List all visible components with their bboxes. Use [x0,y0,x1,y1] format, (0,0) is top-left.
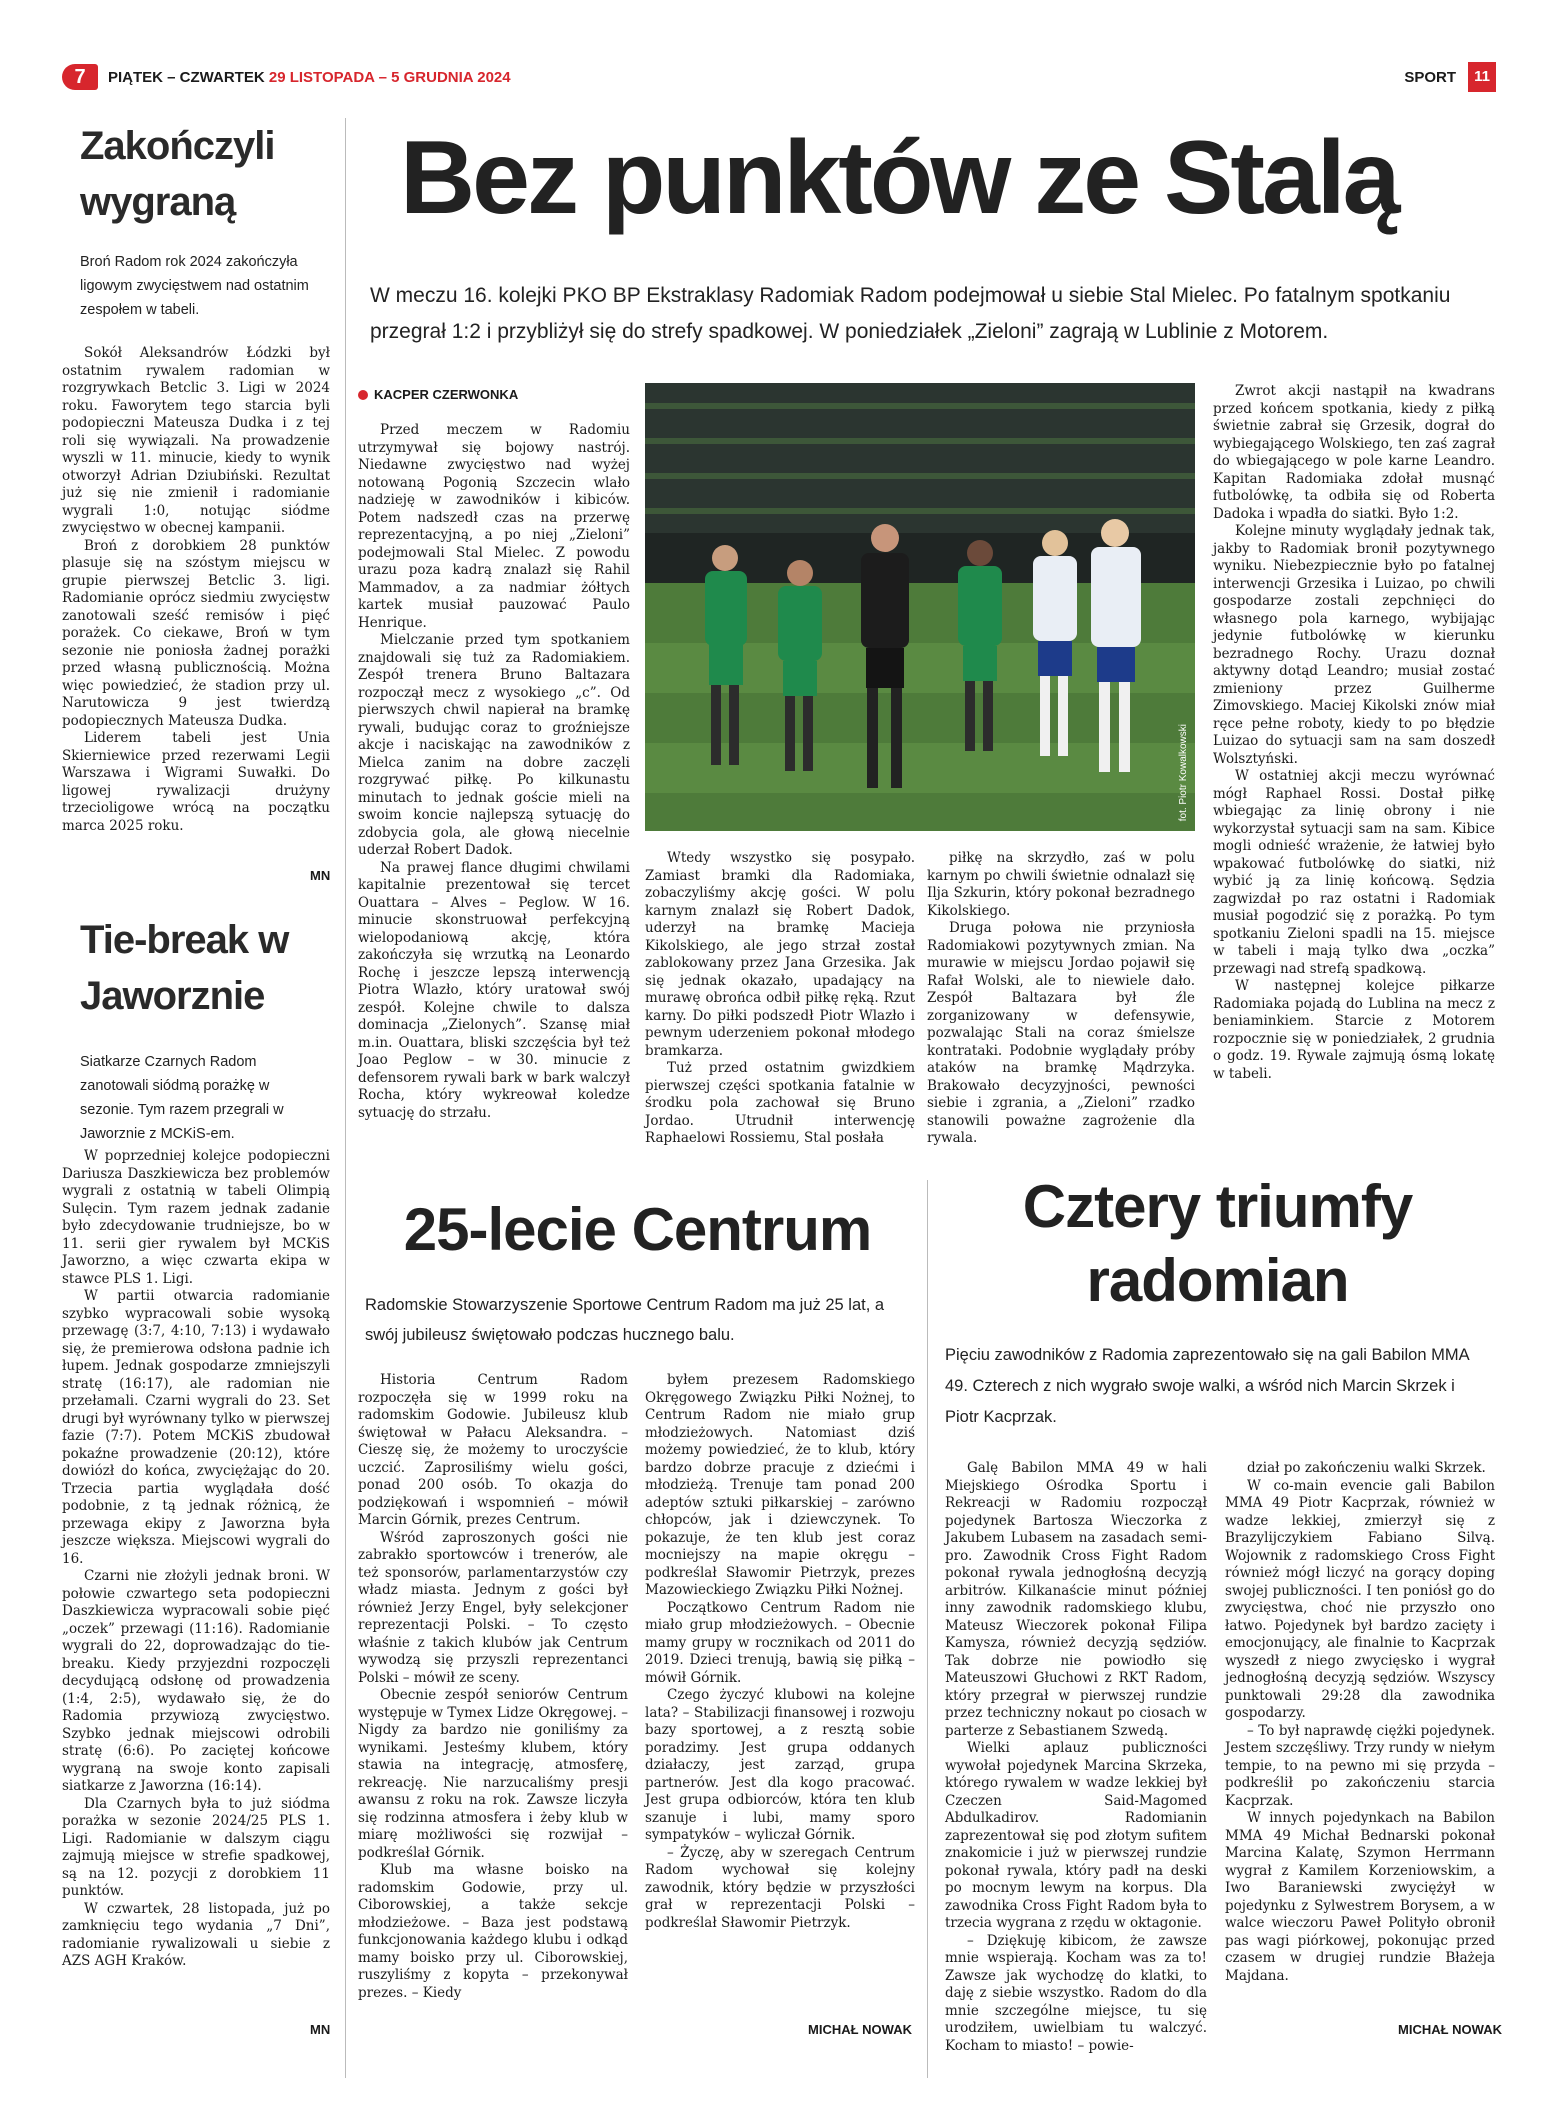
football-players-image [645,383,1195,831]
article-body [645,1372,915,1932]
paragraph: W co-main evencie gali Babilon MMA 49 Piotr Kacprzak, również w wadze lekkiej, zmierzył się z Brazylijczykiem Fabiano Silvą. Wojownik z radomskiego Cross Fight również mógł liczyć na gorący doping swojej publiczności. I ten poniósł go do zwycięstwa, choć nie przyszło ono łatwo. Pojedynek był bardzo zacięty i emocjonujący, ale finalnie to Kacprzak wyszedł z niego zwycięsko i wygrał jednogłośną decyzją sędziów. Wszyscy punktowali 29:28 dla zawodnika gospodarzy. [1225,1477,1495,1721]
paragraph: Historia Centrum Radom rozpoczęła się w 1999 roku na radomskim Godowie. Jubileusz klub świętował w Pałacu Aleksandra. – Cieszę się, że możemy to uroczyście uczcić. Zaprosiliśmy wielu gości, ponad 200 osób. To okazja do podziękowań i wspomnień – mówił Marcin Górnik, prezes Centrum. [358,1372,628,1528]
column-divider [927,1180,928,2078]
paragraph: Druga połowa nie przyniosła Radomiakowi pozytywnych zmian. Na murawie w miejscu Jordao pojawił się Rafał Wolski, ale to niewiele dało. Zespół Baltazara był źle zorganizowany w defensywie, pozwalając Stali na coraz śmielsze kontrataki. Podobnie wyglądały próby ataków na bramkę Mądrzyka. Brakowało decyzyjności, pewności siebie i zgrania, a „Zieloni” rzadko stanowili poważne zagrożenie dla rywala. [927,920,1195,1146]
paragraph: Wtedy wszystko się posypało. Zamiast bramki dla Radomiaka, zobaczyliśmy akcję gości. W polu karnym znalazł się Robert Dadok, uderzył na bramkę Macieja Kikolskiego, ale jego strzał został zablokowany przez Jana Grzesika. Jak się jednak okazało, upadający na murawę obrońca odbił piłkę ręką. Rzut karny. Do piłki podszedł Piotr Wlazło i pewnym uderzeniem pokonał młodego bramkarza. [645,850,915,1059]
paragraph: Broń z dorobkiem 28 punktów plasuje się na szóstym miejscu w grupie pierwszej Betclic 3. ligi. Radomianie oprócz siedmiu zwycięstw zanotowali sześć remisów i pięć porażek. Co ciekawe, Broń w tym sezonie nie poniosła żadnej porażki przed własną publicznością. Można więc powiedzieć, że stadion przy ul. Narutowicza 9 jest twierdzą podopiecznych Mateusza Dudka. [62,537,330,729]
page-header [62,62,1496,92]
article-lede: Siatkarze Czarnych Radom zanotowali siódmą porażkę w sezonie. Tym razem przegrali w Jaworznie z MCKiS-em. [80,1054,284,1142]
paragraph: Kolejne minuty wyglądały jednak tak, jakby to Radomiak bronił pozytywnego wyniku. Niebezpiecznie było po fatalnej interwencji Grzesika i Luizao, po chwili gospodarze zostali zepchnięci do własnego pola karnego, wybijając jedynie futbolówkę w kierunku bezradnego Rochy. Urazu doznał aktywny dotąd Leandro; musiał zostać zmieniony przez Guilherme Zimovskiego. Maciej Kikolski znów miał ręce pełne roboty, kiedy to po błędzie Luizao do sytuacji sam na sam doszedł Wolsztyński. [1213,523,1495,767]
paragraph: Sokół Aleksandrów Łódzki był ostatnim rywalem radomian w rozgrywkach Betclic 3. Ligi w 2024 roku. Faworytem tego starcia byli podopieczni Mateusza Dudka i z tej roli się wywiązali. Na prowadzenie wyszli w 11. minucie, kiedy to wynik otworzył Adrian Dziubiński. Rezultat już się nie zmienił i radomianie wygrali 1:0, notując siódme zwycięstwo w obecnej kampanii. [62,345,330,536]
article-body [1213,383,1495,1083]
brand-logo: 7 [62,64,98,90]
paragraph: W poprzedniej kolejce podopieczni Dariusza Daszkiewicza bez problemów wygrali z ostatnią w tabeli Olimpią Sulęcin. Tym razem jednak zadanie było zdecydowanie trudniejsze, bo w 11. serii gier rywalem był MCKiS Jaworzno, a więc czwarta ekipa w stawce PLS 1. Ligi. [62,1148,330,1287]
paragraph: W czwartek, 28 listopada, już po zamknięciu tego wydania „7 Dni”, radomianie rywalizowali u siebie z AZS AGH Kraków. [62,1900,330,1969]
paragraph: dział po zakończeniu walki Skrzek. [1247,1460,1486,1476]
paragraph: Przed meczem w Radomiu utrzymywał się bojowy nastrój. Niedawne zwycięstwo nad wyżej notowaną Pogonią Szczecin wlało nadzieję w zawodników i kibiców. Potem nadszedł czas na przerwę reprezentacyjną, a po niej „Zieloni” podejmowali Stal Mielec. Z powodu urazu poza kadrą znalazł się Rahil Mammadov, a za nadmiar żółtych kartek musiał pauzować Paulo Henrique. [358,422,630,631]
article-lede: Broń Radom rok 2024 zakończyła ligowym zwycięstwem nad ostatnim zespołem w tabeli. [80,254,309,318]
section-label: SPORT [1404,68,1456,86]
article-body [945,1460,1207,2055]
paragraph: Klub ma własne boisko na radomskim Godowie, przy ul. Ciborowskiej, a także sekcje młodzieżowe. – Baza jest podstawą funkcjonowania każdego klubu i odkąd mamy boisko przy ul. Ciborowskiej, ruszyliśmy z kopyta – przekonywał prezes. – Kiedy [358,1862,628,2001]
article-body [62,1148,330,1971]
main-lede: W meczu 16. kolejki PKO BP Ekstraklasy Radomiak Radom podejmował u siebie Stal Mielec. Po fatalnym spotkaniu przegrał 1:2 i przybliżył się do strefy spadkowej. W poniedziałek „Zieloni” zagrają w Lublinie z Motorem. [370,284,1451,343]
paragraph: Galę Babilon MMA 49 w hali Miejskiego Ośrodka Sportu i Rekreacji w Radomiu rozpoczął pojedynek Bartosza Wieczorka z Jakubem Lubasem na zasadach semi-pro. Zawodnik Cross Fight Radom pokonał rywala jednogłośną decyzją arbitrów. Kilkanaście minut później inny zawodnik radomskiego klubu, Mateusz Wieczorek pokonał Filipa Kamysza, również decyzją sędziów. Tak dobrze nie powiodło się Mateuszowi Głuchowi z RKT Radom, który przegrał w pierwszej rundzie przez techniczny nokaut po ciosach w parterze z Sebastianem Szwedą. [945,1460,1207,1739]
column-divider [345,118,346,2078]
article-body [358,1372,628,2002]
article-lede: Radomskie Stowarzyszenie Sportowe Centrum Radom ma już 25 lat, a swój jubileusz świętowało podczas hucznego balu. [365,1296,885,1344]
page-number: 11 [1468,62,1496,92]
header-days: PIĄTEK – CZWARTEK [108,68,265,86]
paragraph: Wśród zaproszonych gości nie zabrakło sportowców i trenerów, ale też sponsorów, parlamentarzystów czy władz miasta. Jednym z gości był również Jerzy Engel, były selekcjoner reprezentacji Polski. – To często właśnie z takich klubów jak Centrum wywodzą się przyszli reprezentanci Polski – mówił ze sceny. [358,1529,628,1686]
paragraph: byłem prezesem Radomskiego Okręgowego Związku Piłki Nożnej, to Centrum Radom nie miało grup młodzieżowych. Natomiast dziś możemy powiedzieć, że to klub, który bardzo dobrze pracuje z dziećmi i młodzieżą. Trenuje tam ponad 200 adeptów sztuki piłkarskiej – zarówno chłopców, jak i dziewczynek. To pokazuje, że ten klub jest coraz mocniejszy na mapie okręgu – podkreślał Sławomir Pietrzyk, prezes Mazowieckiego Związku Piłki Nożnej. [645,1372,915,1598]
paragraph: W innych pojedynkach na Babilon MMA 49 Michał Bednarski pokonał Marcina Kalatę, Szymon Herrmann wygrał z Kamilem Korzeniowskim, a Iwo Baraniewski zwyciężył w pojedynku z Sylwestrem Borysem, a w walce wieczoru Paweł Polityło obronił pas wagi piórkowej, pokonując przed czasem w drugiej rundzie Błażeja Majdana. [1225,1810,1495,1984]
paragraph: Na prawej flance długimi chwilami kapitalnie prezentował się tercet Ouattara – Alves – Peglow. W 16. minucie skonstruował perfekcyjną wielopodaniową akcję, która zakończyła się wrzutką na Leonardo Rochę i jeszcze lepszą interwencją Piotra Wlazło, który uratował swój zespół. Kolejne chwile to dalsza dominacja „Zielonych”. Szansę miał m.in. Ouattara, bliski szczęścia był też Joao Peglow – w 30. minucie z defensorem rywali bark w bark walczył Rocha, który wykreował koledze sytuację do strzału. [358,859,630,1121]
article-body [927,850,1195,1148]
paragraph: W następnej kolejce piłkarze Radomiaka pojadą do Lublina na mecz z beniaminkiem. Starcie z Motorem rozpocznie się w poniedziałek, 2 grudnia o godz. 19. Rywale zajmują ósmą lokatę w tabeli. [1213,978,1495,1082]
paragraph: Liderem tabeli jest Unia Skierniewice przed rezerwami Legii Warszawa i Wigrami Suwałki. Do ligowej rywalizacji drużyny trzecioligowe wrócą na początku marca 2025 roku. [62,730,330,834]
article-signature: MICHAŁ NOWAK [808,2022,912,2037]
paragraph: Wielki aplauz publiczności wywołał pojedynek Marcina Skrzeka, którego rywalem w wadze lekkiej był Czeczen Said-Magomed Abdulkadirov. Radomianin zaprezentował się pod złotym sufitem znakomicie i już w pierwszej rundzie pokonał rywala, który padł na deski po mocnym lewym na korpus. Dla zawodnika Cross Fight Radom była to trzecia wygrana z rzędu w oktagonie. [945,1740,1207,1931]
paragraph: Tuż przed ostatnim gwizdkiem pierwszej części spotkania fatalnie w środku pola zachował się Bruno Jordao. Utrudnił interwencję Raphaelowi Rossiemu, Stal posłała [645,1060,915,1146]
paragraph: – Dziękuję kibicom, że zawsze mnie wspierają. Kocham was za to! Zawsze jak wychodzę do klatki, to daję z siebie wszystko. Radom do dla mnie szczególne miejsce, tu się urodziłem, uwielbiam tu walczyć. Kocham to miasto! – powie- [945,1932,1207,2054]
byline-dot-icon [358,390,368,400]
article-body [62,345,330,835]
article-signature: MICHAŁ NOWAK [1398,2022,1502,2037]
paragraph: Czego życzyć klubowi na kolejne lata? – Stabilizacji finansowej i rozwoju bazy sportowej, a z resztą sobie poradzimy. Jest grupa oddanych działaczy, jest zarząd, grupa partnerów. Jest dla kogo pracować. Jest grupa odbiorców, która ten klub szanuje i lubi, mamy sporo sympatyków – wyliczał Górnik. [645,1687,915,1843]
main-headline: Bez punktów ze Stalą [400,120,1398,236]
article-signature: MN [310,2022,331,2037]
paragraph: Zwrot akcji nastąpił na kwadrans przed końcem spotkania, kiedy z piłką świetnie zabrał się Grzesik, dograł do wybiegającego Wolskiego, ten zaś zagrał do wbiegającego w pole karne Leandro. Kapitan Radomiaka zdołał musnąć futbolówkę, ta odbiła się od Roberta Dadoka i wpadła do siatki. Było 1:2. [1213,383,1495,522]
article-title: Cztery triumfy radomian [1022,1173,1413,1314]
article-title: Tie-break w Jaworznie [80,918,289,1018]
article-body [645,850,915,1148]
article-body [1225,1460,1495,1985]
paragraph: piłkę na skrzydło, zaś w polu karnym po chwili świetnie odnalazł się Ilja Szkurin, który pokonał bezradnego Kikolskiego. [927,850,1195,919]
paragraph: – Życzę, aby w szeregach Centrum Radom wychował się kolejny zawodnik, który będzie w przyszłości grał w reprezentacji Polski – podkreślał Sławomir Pietrzyk. [645,1844,915,1931]
article-title: Zakończyli wygraną [80,124,275,224]
author-byline: KACPER CZERWONKA [358,387,518,402]
paragraph: – To był naprawdę ciężki pojedynek. Jestem szczęśliwy. Trzy rundy w niełym tempie, to na pewno mi się przyda – podkreślił po zakończeniu starcia Kacprzak. [1225,1722,1495,1809]
article-body [358,422,630,1122]
paragraph: Mielczanie przed tym spotkaniem znajdowali się tuż za Radomiakiem. Zespół trenera Bruno Baltazara rozpoczął mecz z wysokiego „c”. Od pierwszych chwil napierał na bramkę rywali, budując coraz to groźniejsze akcje i naciskając na zawodników z Mielca zanim na dobre zaczęli rozgrywać piłkę. Po kilkunastu minutach to jednak goście mieli na swoim koncie najlepszą sytuację do zdobycia gola, ale głową niecelnie uderzał Robert Dadok. [358,632,630,858]
header-dates: 29 LISTOPADA – 5 GRUDNIA 2024 [268,68,511,86]
article-signature: MN [310,868,331,883]
photo-credit: fot. Piotr Kowalkowski [1178,723,1189,821]
paragraph: W partii otwarcia radomianie szybko wypracowali sobie wysoką przewagę (3:7, 4:10, 7:13) i wydawało się, że premierowa odsłona padnie ich łupem. Jednak gospodarze zmniejszyli stratę (16:17), ale radomian nie przełamali. Czarni wygrali do 23. Set drugi był wyrównany tylko w pierwszej fazie (7:7). Potem MCKiS zbudował pokaźne prowadzenie (20:12), które dowiózł do końca, zwyciężając do 20. Trzecia partia wyglądała dość podobnie, z tą jednak różnicą, że przewaga ekipy z Jaworzna była jeszcze większa. Miejscowi wygrali do 16. [62,1288,330,1567]
article-title: 25-lecie Centrum [403,1196,872,1263]
paragraph: Obecnie zespół seniorów Centrum występuje w Tymex Lidze Okręgowej. – Nigdy za bardzo nie goniliśmy za wynikami. Jesteśmy klubem, który stawia na integrację, atmosferę, rekreację. Nie narzucaliśmy presji awansu z roku na rok. Zawsze liczyła się rodzinna atmosfera i żeby klub w miarę możliwości się rozwijał – podkreślał Górnik. [358,1687,628,1861]
paragraph: Dla Czarnych była to już siódma porażka w sezonie 2024/25 PLS 1. Ligi. Radomianie w dalszym ciągu zajmują miejsce w strefie spadkowej, są na 12. pozycji z dorobkiem 11 punktów. [62,1795,330,1899]
paragraph: W ostatniej akcji meczu wyrównać mógł Raphael Rossi. Dostał piłkę wbiegając za linię obrony i nie wykorzystał sytuacji sam na sam. Kibice mogli odnieść wrażenie, że łatwiej było wpakować futbolówkę do siatki, niż wybić ją za linię końcową. Sędzia zagwizdał po raz ostatni i Radomiak musiał pogodzić się z porażką. Po tym spotkaniu Zieloni spadli na 15. miejsce w tabeli i mają tylko dwa „oczka” przewagi nad strefą spadkową. [1213,768,1495,977]
paragraph: Początkowo Centrum Radom nie miało grup młodzieżowych. – Obecnie mamy grupy w rocznikach od 2011 do 2019. Dzieci trenują, bawią się piłką – mówił Górnik. [645,1599,915,1686]
article-lede: Pięciu zawodników z Radomia zaprezentowało się na gali Babilon MMA 49. Czterech z nich wygrało swoje walki, a wśród nich Marcin Skrzek i Piotr Kacprzak. [945,1346,1469,1426]
match-photo [645,383,1195,831]
paragraph: Czarni nie złożyli jednak broni. W połowie czwartego seta podopieczni Daszkiewicza wypracowali sobie pięć „oczek” przewagi (11:16). Radomianie wygrali do 22, doprowadzając do tie-breaku. Kiedy przyjezdni rozpoczęli decydującą odsłonę od prowadzenia (1:4, 2:5), wydawało się, że do Radomia przywiozą zwycięstwo. Szybko jednak miejscowi odrobili stratę (6:6). Po zaciętej końcowe wygraną na swoje konto zapisali siatkarze z Jaworzna (16:14). [62,1568,330,1794]
